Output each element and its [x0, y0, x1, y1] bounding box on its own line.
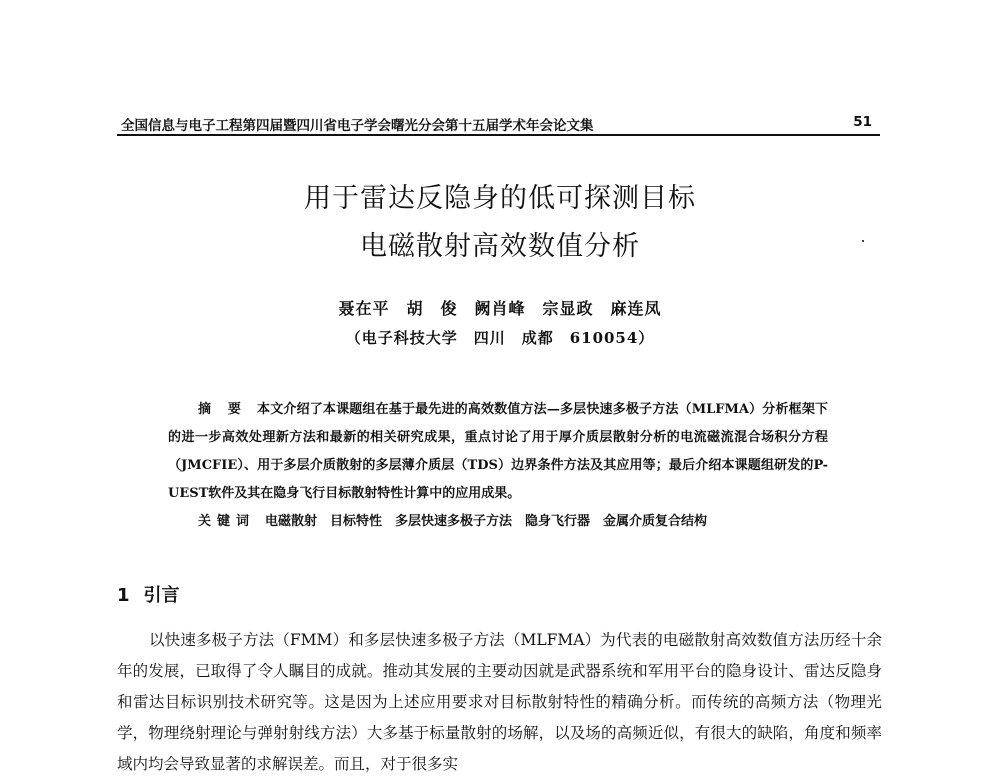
journal-title: 全国信息与电子工程第四届暨四川省电子学会曙光分会第十五届学术年会论文集 — [121, 118, 594, 134]
abstract-label: 摘 要 — [198, 402, 248, 417]
section-number: 1 — [117, 585, 130, 606]
paper-title-line-2: 电磁散射高效数值分析 — [360, 231, 640, 262]
running-header — [117, 112, 880, 136]
abstract-paragraph — [168, 396, 828, 508]
page-number: 51 — [853, 114, 872, 130]
author-list: 聂在平 胡 俊 阙肖峰 宗显政 麻连凤 — [338, 299, 662, 318]
section-heading — [117, 581, 180, 607]
keywords-label: 关键词 — [198, 514, 256, 529]
paper-title-line-1: 用于雷达反隐身的低可探测目标 — [304, 183, 696, 214]
section-title: 引言 — [143, 585, 180, 606]
keywords-line — [168, 508, 828, 536]
scan-speck — [862, 240, 864, 242]
body-text — [117, 625, 882, 780]
abstract-block — [168, 396, 828, 536]
affiliation: （电子科技大学 四川 成都 610054） — [345, 329, 655, 347]
abstract-text: 本文介绍了本课题组在基于最先进的高效数值方法—多层快速多极子方法（MLFMA）分析框架下的进一步高效处理新方法和最新的相关研究成果，重点讨论了用于厚介质层散射分析的电流磁流混合场积分方程（JMCFIE）、用于多层介质散射的多层薄介质层（TDS）边界条件方法及其应用等；最后介绍本课题组研发的P-UEST软件及其在隐身飞行目标散射特性计算中的应用成果。 — [168, 402, 828, 501]
keywords-items: 电磁散射 目标特性 多层快速多极子方法 隐身飞行器 金属介质复合结构 — [265, 514, 708, 529]
body-paragraph: 以快速多极子方法（FMM）和多层快速多极子方法（MLFMA）为代表的电磁散射高效数值方法历经十余年的发展，已取得了令人瞩目的成就。推动其发展的主要动因就是武器系统和军用平台的隐身设计、雷达反隐身和雷达目标识别技术研究等。这是因为上述应用要求对目标散射特性的精确分析。而传统的高频方法（物理光学，物理绕射理论与弹射射线方法）大多基于标量散射的场解，以及场的高频近似，有很大的缺陷，角度和频率域内均会导致显著的求解误差。而且，对于很多实 — [117, 631, 882, 773]
